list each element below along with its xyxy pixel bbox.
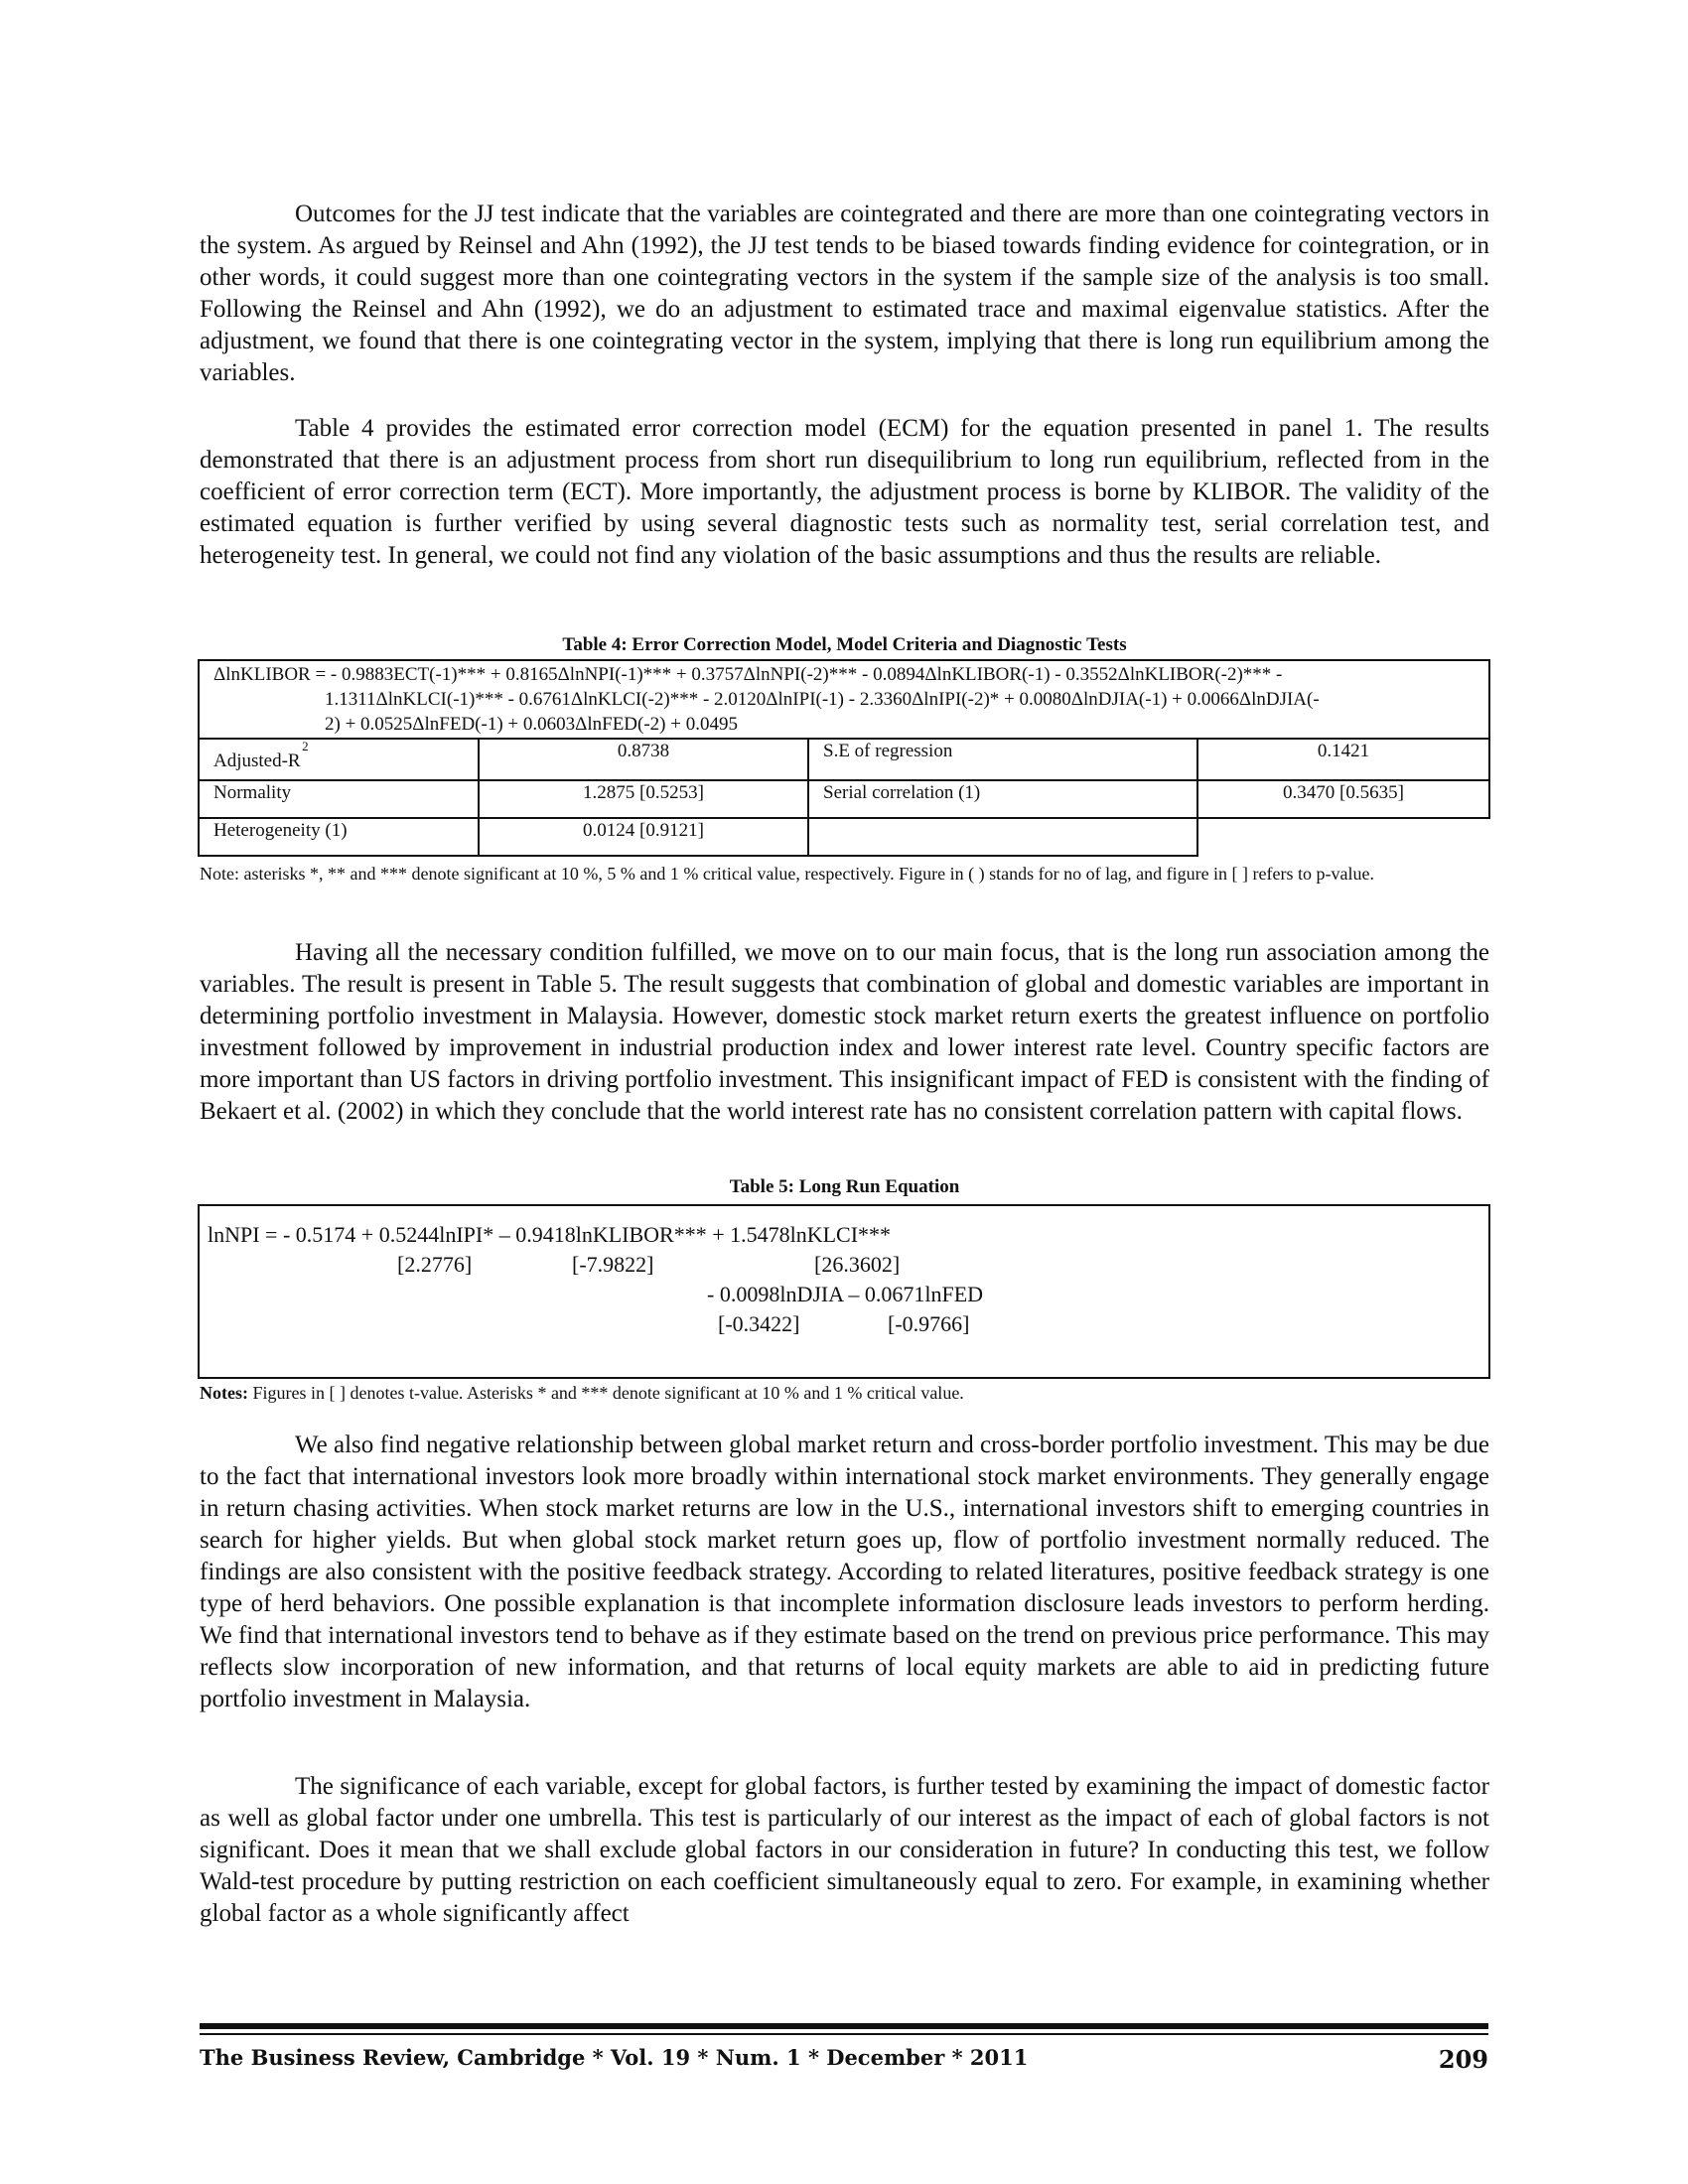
- table-cell-label: Normality: [199, 780, 479, 818]
- table-cell-label: S.E of regression: [808, 739, 1197, 780]
- table-cell-value: 0.0124 [0.9121]: [479, 818, 808, 856]
- table-cell-empty: [1197, 818, 1489, 856]
- table-cell-label: Adjusted-R 2: [199, 739, 479, 780]
- paragraph-wald-test: The significance of each variable, except for global factors, is further tested by examining the impact of domestic factor as well as global factor under one umbrella. This test is particularly of our interest as the impact of each of global factors is not significant. Does it mean that we shall exclude global factors in our consideration in future? In conducting this test, we follow Wald-test procedure by putting restriction on each coefficient simultaneously equal to zero. For example, in examining whether global factor as a whole significantly affect: [200, 1773, 1489, 1927]
- table-cell-value: 0.8738: [479, 739, 808, 780]
- table-cell-value: 0.1421: [1197, 739, 1489, 780]
- table-4-caption: Table 4: Error Correction Model, Model Criteria and Diagnostic Tests: [562, 634, 1127, 655]
- table-cell-empty: [808, 818, 1197, 856]
- table-row: [199, 780, 1489, 818]
- t-value: [-0.3422]: [718, 1311, 800, 1336]
- table-row: [199, 818, 1489, 856]
- paragraph-jj-test: Outcomes for the JJ test indicate that the variables are cointegrated and there are more than one cointegrating vectors in the system. As argued by Reinsel and Ahn (1992), the JJ test tends to be biased towards finding evidence for cointegration, or in other words, it could suggest more than one cointegrating vectors in the system if the sample size of the analysis is too small. Following the Reinsel and Ahn (1992), we do an adjustment to estimated trace and maximal eigenvalue statistics. After the adjustment, we found that there is one cointegrating vector in the system, implying that there is long run equilibrium among the variables.: [200, 201, 1489, 386]
- paragraph-long-run: Having all the necessary condition fulfilled, we move on to our main focus, that is the long run association among the variables. The result is present in Table 5. The result suggests that combination of global and domestic variables are important in determining portfolio investment in Malaysia. However, domestic stock market return exerts the greatest influence on portfolio investment followed by improvement in industrial production index and lower interest rate level. Country specific factors are more important than US factors in driving portfolio investment. This insignificant impact of FED is consistent with the finding of Bekaert et al. (2002) in which they conclude that the world interest rate has no consistent correlation pattern with capital flows.: [200, 939, 1489, 1125]
- table-4: [198, 659, 1490, 857]
- page-footer: [200, 2045, 1488, 2074]
- paragraph-global-market: We also find negative relationship between global market return and cross-border portfolio investment. This may be due to the fact that international investors look more broadly within international stock market environments. They generally engage in return chasing activities. When stock market returns are low in the U.S., international investors shift to emerging countries in search for higher yields. But when global stock market return goes up, flow of portfolio investment normally reduced. The findings are also consistent with the positive feedback strategy. According to related literatures, positive feedback strategy is one type of herd behaviors. One possible explanation is that incomplete information disclosure leads investors to perform herding. We find that international investors tend to behave as if they estimate based on the trend on previous price performance. This may reflects slow incorporation of new information, and that returns of local equity markets are able to aid in predicting future portfolio investment in Malaysia.: [200, 1432, 1489, 1712]
- ecm-equation-line-3: 2) + 0.0525ΔlnFED(-1) + 0.0603ΔlnFED(-2) + 0.0495: [325, 714, 738, 735]
- ecm-equation-line-1: ΔlnKLIBOR = - 0.9883ECT(-1)*** + 0.8165ΔlnNPI(-1)*** + 0.3757ΔlnNPI(-2)*** - 0.0894ΔlnKLIBOR(-1) - 0.3552ΔlnKLIBOR(-2)*** -: [213, 664, 1283, 685]
- page-number: 209: [1438, 2045, 1488, 2074]
- table-4-note: Note: asterisks *, ** and *** denote significant at 10 %, 5 % and 1 % critical value, respectively. Figure in ( ) stands for no of lag, and figure in [ ] refers to p-value.: [200, 864, 1374, 884]
- ecm-equation-line-2: 1.1311ΔlnKLCI(-1)*** - 0.6761ΔlnKLCI(-2)*** - 2.0120ΔlnIPI(-1) - 2.3360ΔlnIPI(-2)* + 0.0080ΔlnDJIA(-1) + 0.0066ΔlnDJIA(-: [325, 689, 1320, 710]
- table-row: [199, 739, 1489, 780]
- t-value: [26.3602]: [814, 1252, 901, 1277]
- table-5-box: [198, 1204, 1490, 1379]
- long-run-equation-line-1: lnNPI = - 0.5174 + 0.5244lnIPI* – 0.9418lnKLIBOR*** + 1.5478lnKLCI***: [208, 1222, 892, 1247]
- table-cell-value: 1.2875 [0.5253]: [479, 780, 808, 818]
- footer-rule-thin: [200, 2033, 1488, 2035]
- table-5-caption: Table 5: Long Run Equation: [729, 1176, 960, 1197]
- t-value: [2.2776]: [397, 1252, 473, 1277]
- footer-rule-thick: [200, 2023, 1488, 2029]
- t-value: [-7.9822]: [572, 1252, 654, 1277]
- long-run-equation-line-2: - 0.0098lnDJIA – 0.0671lnFED: [707, 1282, 984, 1306]
- table-cell-label: Heterogeneity (1): [199, 818, 479, 856]
- ecm-equation: [199, 660, 1489, 739]
- table-5-note: Notes: Figures in [ ] denotes t-value. Asterisks * and *** denote significant at 10 % and 1 % critical value.: [200, 1383, 964, 1403]
- journal-citation: The Business Review, Cambridge * Vol. 19 * Num. 1 * December * 2011: [200, 2045, 1029, 2070]
- t-value: [-0.9766]: [888, 1311, 970, 1336]
- table-cell-label: Serial correlation (1): [808, 780, 1197, 818]
- table-cell-value: 0.3470 [0.5635]: [1197, 780, 1489, 818]
- paragraph-ecm: Table 4 provides the estimated error correction model (ECM) for the equation presented in panel 1. The results demonstrated that there is an adjustment process from short run disequilibrium to long run equilibrium, reflected from in the coefficient of error correction term (ECT). More importantly, the adjustment process is borne by KLIBOR. The validity of the estimated equation is further verified by using several diagnostic tests such as normality test, serial correlation test, and heterogeneity test. In general, we could not find any violation of the basic assumptions and thus the results are reliable.: [200, 415, 1489, 569]
